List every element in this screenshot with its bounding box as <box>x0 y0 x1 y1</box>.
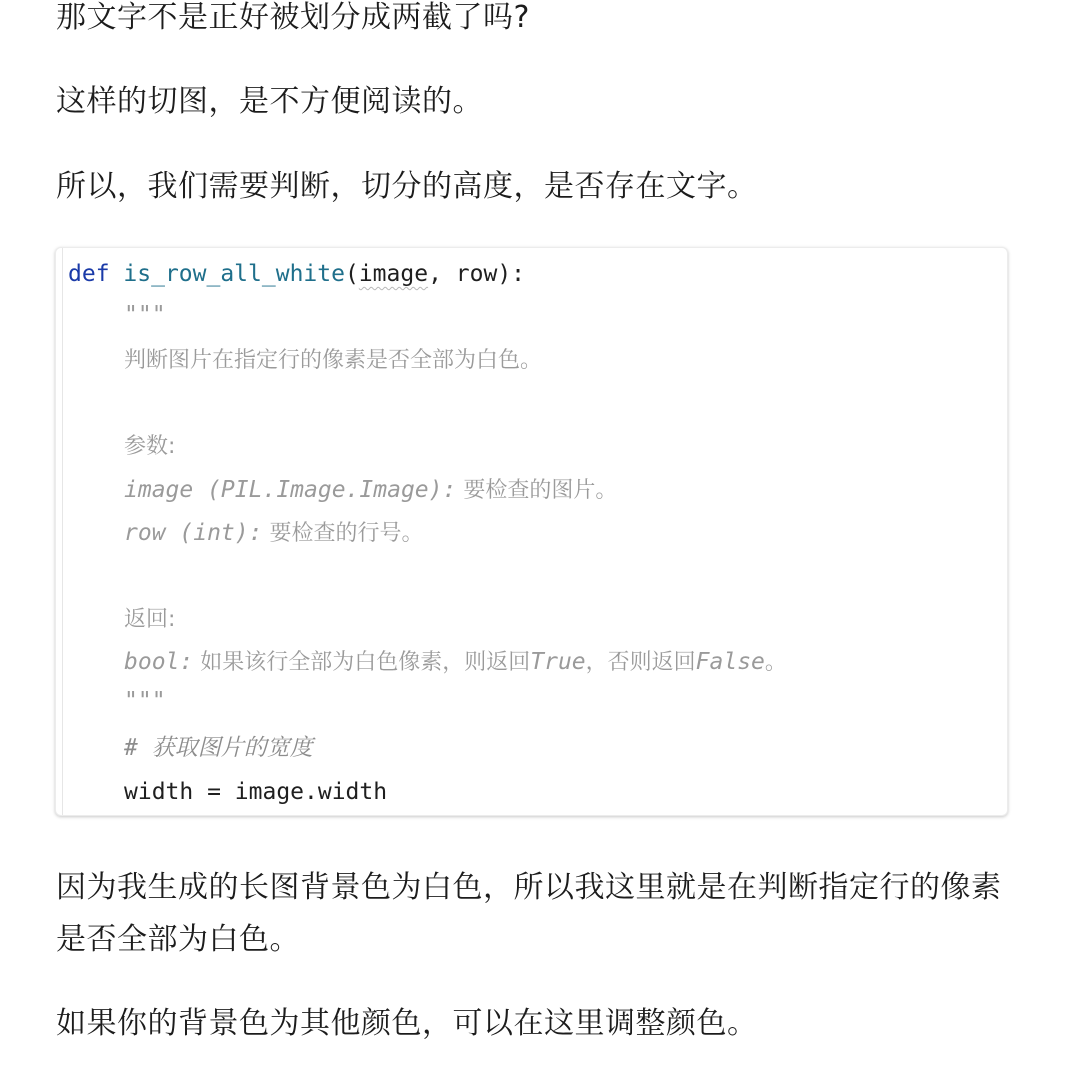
code-block <box>55 247 1008 816</box>
code-gutter-divider <box>62 248 63 815</box>
doc-return-true: True <box>530 649 586 675</box>
code-line-doc-args-heading <box>68 429 175 463</box>
code-statement: width = image.width <box>124 779 388 805</box>
doc-return-false: False <box>695 649 765 675</box>
code-line-doc-returns-heading <box>68 602 175 636</box>
code-comment: # 获取图片的宽度 <box>124 735 313 761</box>
paragraph-1: 那文字不是正好被划分成两截了吗? <box>56 0 530 35</box>
doc-arg1-name: image (PIL.Image.Image): <box>124 477 457 503</box>
doc-arg2-desc: 要检查的行号。 <box>262 521 424 546</box>
code-line-docstring-open <box>68 298 166 332</box>
code-line-statement <box>68 775 387 809</box>
docstring-open: """ <box>124 302 166 328</box>
function-name: is_row_all_white <box>123 261 345 287</box>
code-line-doc-summary <box>68 343 542 377</box>
doc-return-desc-b: ，否则返回 <box>585 650 696 675</box>
code-line-docstring-close <box>68 684 166 718</box>
code-line-comment <box>68 731 313 765</box>
doc-summary: 判断图片在指定行的像素是否全部为白色。 <box>124 348 543 373</box>
doc-arg2-name: row (int): <box>124 520 263 546</box>
code-line-doc-arg1 <box>68 473 617 507</box>
doc-arg1-desc: 要检查的图片。 <box>456 478 618 503</box>
paragraph-5: 如果你的背景色为其他颜色，可以在这里调整颜色。 <box>56 1006 758 1041</box>
def-keyword: def <box>68 261 110 287</box>
doc-return-desc-a: 如果该行全部为白色像素，则返回 <box>193 650 531 675</box>
params-rest: , row): <box>428 261 526 287</box>
doc-return-desc-c: 。 <box>764 650 787 675</box>
param-image: image <box>358 261 429 287</box>
docstring-close: """ <box>124 688 166 714</box>
code-line-def <box>68 257 525 291</box>
open-paren: ( <box>344 261 359 287</box>
doc-return-type: bool: <box>124 649 194 675</box>
doc-returns-heading: 返回: <box>124 607 176 632</box>
code-line-doc-return <box>68 645 787 679</box>
doc-args-heading: 参数: <box>124 434 176 459</box>
paragraph-3: 所以，我们需要判断，切分的高度，是否存在文字。 <box>56 169 758 204</box>
paragraph-2: 这样的切图，是不方便阅读的。 <box>56 84 483 119</box>
paragraph-4: 因为我生成的长图背景色为白色，所以我这里就是在判断指定行的像素是否全部为白色。 <box>56 870 1002 957</box>
code-line-doc-arg2 <box>68 516 423 550</box>
